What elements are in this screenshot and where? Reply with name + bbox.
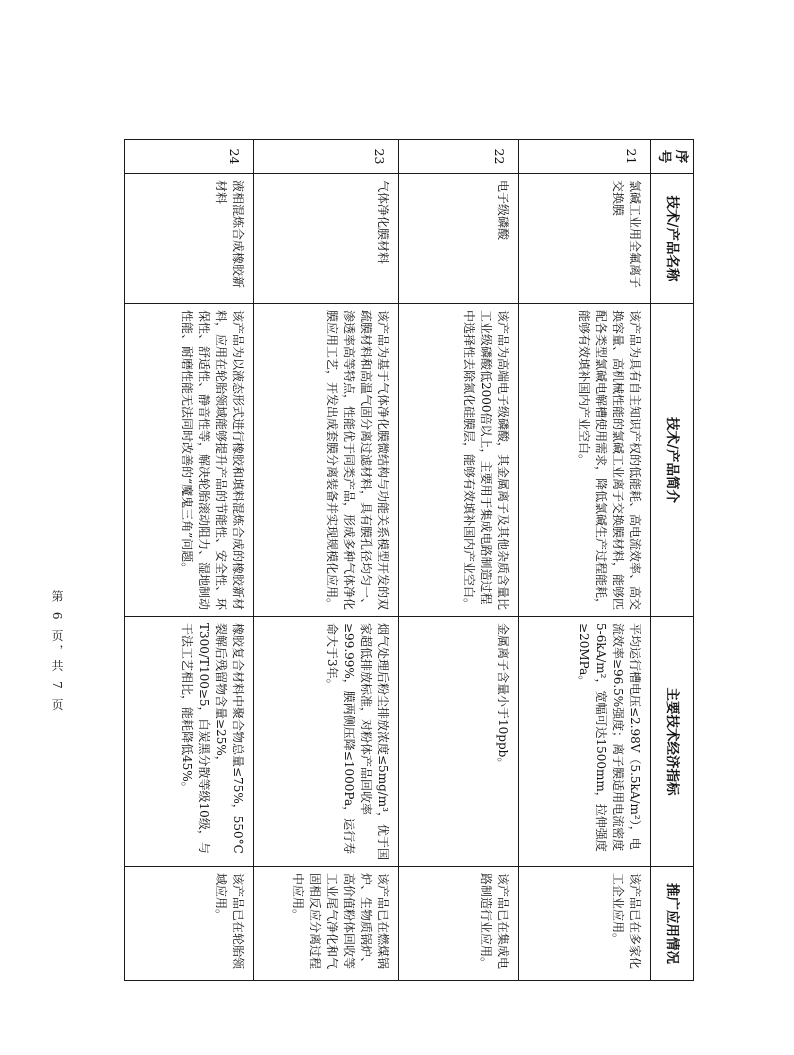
table-row <box>125 140 254 981</box>
row-key-indicators: 橡胶复合材料中聚合物总量≤75%，550°C裂解后残留物含量≥25%，T300/T100≥5，白炭黑分散等级10级，与干法工艺相比，能耗降低45%。 <box>125 617 254 867</box>
header-product-intro: 技术/产品简介 <box>651 304 694 617</box>
row-key-indicators: 金属离子含量小于10ppb。 <box>399 617 519 867</box>
row-product-name: 电子级磷酸 <box>399 174 519 304</box>
row-serial-number: 23 <box>254 140 399 174</box>
row-key-indicators: 烟气处理后粉尘排放浓度≤5mg/m³，优于国家超低排放标准，对粉体产品回收率≥99.99%，膜两侧压降≤1000Pa，运行寿命大于3年。 <box>254 617 399 867</box>
row-product-name: 气体净化膜材料 <box>254 174 399 304</box>
row-application-status: 该产品已在燃煤锅炉、生物质锅炉、高价值粉体回收等工业尾气净化和气固相反应分离过程中应用。 <box>254 867 399 981</box>
row-product-intro: 该产品为具有自主知识产权的低能耗、高电流效率、高交换容量、高机械性能的氯碱工业离子交换膜材料，能够匹配各类型氯碱电解槽使用需求，降低氯碱生产过程能耗，能够有效填补国内产业空白。 <box>519 304 651 617</box>
row-serial-number: 24 <box>125 140 254 174</box>
rotated-table-container <box>138 139 694 980</box>
row-serial-number: 21 <box>519 140 651 174</box>
row-application-status: 该产品已在轮胎领域应用。 <box>125 867 254 981</box>
row-product-intro: 该产品为基于气体净化膜微结构与功能关系模型开发的双疏膜材料和高温气固分离过滤材料，具有膜孔径均匀一、渗透率高等特点，性能优于同类产品，形成多种气体净化膜应用工艺，开发出成套膜分离装备并实现规模化应用。 <box>254 304 399 617</box>
tech-product-table <box>124 139 694 981</box>
row-serial-number: 22 <box>399 140 519 174</box>
header-serial-number: 序号 <box>651 140 694 174</box>
table-header-row <box>651 140 694 981</box>
row-application-status: 该产品已在集成电路制造行业应用。 <box>399 867 519 981</box>
table-row <box>254 140 399 981</box>
header-key-indicators: 主要技术经济指标 <box>651 617 694 867</box>
header-product-name: 技术/产品名称 <box>651 174 694 304</box>
row-product-name: 氯碱工业用全氟离子交换膜 <box>519 174 651 304</box>
row-product-intro: 该产品为高端电子级磷酸，其金属离子及其他杂质含量比工业级磷酸低2000倍以上，主要用于集成电路制造过程中选择性去除氮化硅膜层，能够有效填补国内产业空白。 <box>399 304 519 617</box>
table-row <box>399 140 519 981</box>
row-product-name: 液相混炼合成橡胶新材料 <box>125 174 254 304</box>
row-application-status: 该产品已在多家化工企业应用。 <box>519 867 651 981</box>
table-row <box>519 140 651 981</box>
row-product-intro: 该产品为以液态形式进行橡胶和填料混炼合成的橡胶新材料，应用在轮胎领域能够提升产品的节能性、安全性、环保性、舒适性、静音性等，解决轮胎滚动阻力、湿地制动性能、耐磨性能无法同时改善的“魔鬼三角”问题。 <box>125 304 254 617</box>
page-number-footer: 第 6 页，共 7 页 <box>50 590 64 714</box>
header-application-status: 推广应用情况 <box>651 867 694 981</box>
row-key-indicators: 平均运行槽电压≤2.98V（5.5kA/m²），电流效率≥96.5%强度；离子膜适用电流密度5-6kA/m²，宽幅可达1500mm，拉伸强度≥20MPa。 <box>519 617 651 867</box>
